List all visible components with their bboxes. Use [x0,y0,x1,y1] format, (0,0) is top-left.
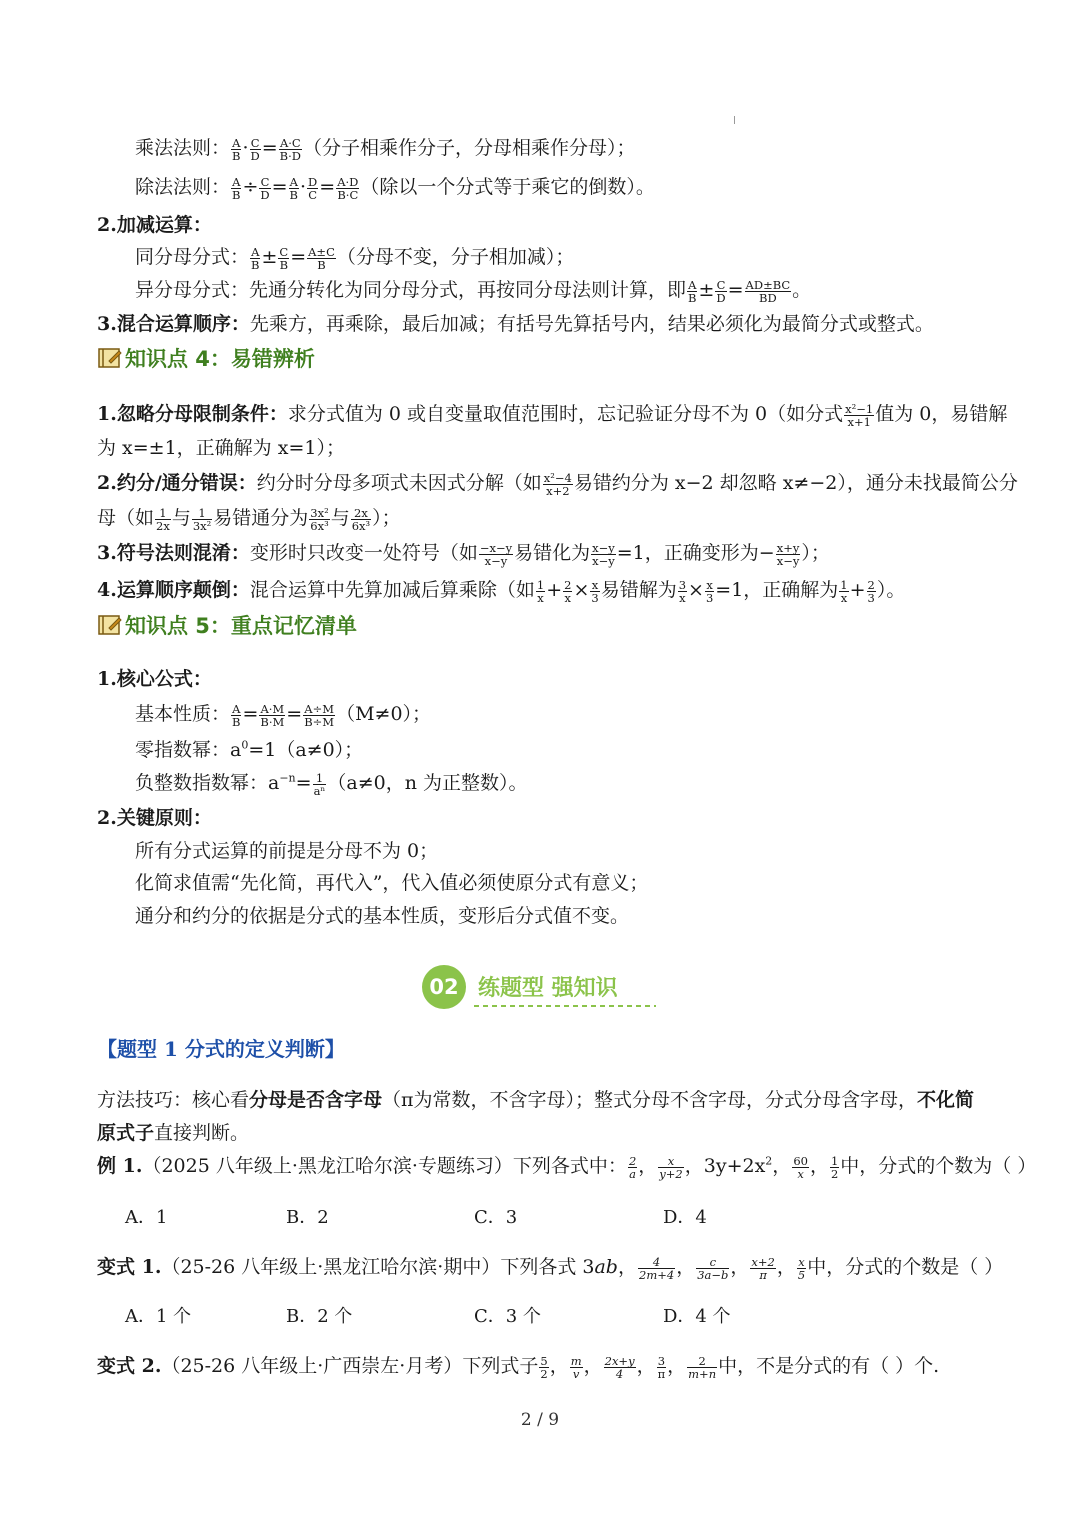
example1-mid: 3y+2x [703,1155,766,1177]
add-sub-title: 2.加减运算： [97,214,212,236]
error3-line: 3.符号法则混淆：变形时只改变一处符号（如 $\frac{-x-y}{x-y}$ 易错化为 $\frac{x-y}{x-y}$ =1，正确变形为− $\frac{x+y}{x-y}$ ）； [97,540,830,568]
mixed-text: 先乘方，再乘除，最后加减；有括号先算括号内，结果必须化为最简分式或整式。 [249,313,934,335]
diff-text: 异分母分式：先通分转化为同分母分式，再按同分母法则计算，即 [135,279,687,301]
error1-text-b: 值为 0，易错解 [875,403,1008,425]
method-line-a [97,1087,974,1113]
error2-text-c: 母（如 [97,507,155,529]
variant2-source: （25-26 八年级上·广西崇左·月考）下列式子 [161,1355,539,1377]
variant1-ab: ab [594,1256,618,1278]
same-denominator-line: 同分母分式： $\frac{A}{B}$ ± $\frac{C}{B}$ = $\frac{A\pm C}{B}$ （分母不变，分子相加减）； [135,244,575,272]
notebook-icon [97,614,123,636]
kp5-title: 知识点 5：重点记忆清单 [125,614,357,638]
example1-tail: 中，分式的个数为（ ） [840,1155,1037,1177]
div-note: （除以一个分式等于乘它的倒数）。 [360,176,655,198]
kp4-title: 知识点 4：易错辨析 [125,347,315,371]
variant1-option-c[interactable]: C．3 个 [474,1306,541,1327]
example1-option-d[interactable]: D．4 [663,1207,707,1228]
error4-title: 4.运算顺序颠倒： [97,579,250,601]
method-f: 直接判断。 [154,1122,250,1144]
variant1-question: 变式 1.（25-26 八年级上·黑龙江哈尔滨·期中）下列各式 3ab， $\frac{4}{2m+4}$ ， $\frac{c}{3a-b}$ ， $\frac{x+2}{\pi}$ ， $\frac{x}{5}$ 中，分式的个数是（ ） [97,1254,1004,1282]
variant1-option-b[interactable]: B．2 个 [286,1306,353,1327]
error4-text-a: 混合运算中先算加减后算乘除（如 [249,579,535,601]
variant1-option-a[interactable]: A．1 个 [125,1306,192,1327]
error4-text-d: ）。 [876,579,906,601]
error2-title: 2.约分/通分错误： [97,472,257,494]
error2-text-a: 约分时分母多项式未因式分解（如 [256,472,542,494]
variant1-option-d[interactable]: D．4 个 [663,1306,731,1327]
banner-text: 练题型 强知识 [478,976,618,1001]
error1-line-a: 1.忽略分母限制条件：求分式值为 0 或自变量取值范围时，忘记验证分母不为 0（如分式 $\frac{\text{x²−1}}{x+1}$ 值为 0，易错解 [97,401,1008,429]
method-d: 不化简 [917,1089,975,1111]
example1-option-c[interactable]: C．3 [474,1207,518,1228]
zero-text: 零指数幂：a [135,739,242,761]
example1-label: 例 1. [97,1155,143,1177]
error2-text-e: 易错通分为 [213,507,309,529]
example1-option-a[interactable]: A．1 [125,1207,168,1228]
principle-1: 所有分式运算的前提是分母不为 0； [135,840,439,862]
page-number: 2 / 9 [520,1410,560,1430]
error4-text-c: =1，正确解为 [715,579,839,601]
page-mark [734,116,735,124]
mul-note: （分子相乘作分子，分母相乘作分母）； [303,137,636,159]
mixed-order-line [97,311,934,337]
div-rule-line: 除法法则： $\frac{A}{B}$ ÷ $\frac{C}{D}$ = $\frac{A}{B}$ · $\frac{D}{C}$ = $\frac{A\cdot D}{B\cdot C}$ （除以一个分式等于乘它的倒数）。 [135,174,655,202]
key-principle-title: 2.关键原则： [97,807,212,829]
error2-line-a: 2.约分/通分错误：约分时分母多项式未因式分解（如 $\frac{\text{x²−4}}{x+2}$ 易错约分为 x−2 却忽略 x≠−2），通分未找最简公分 [97,470,1018,498]
neg-exp: −n [279,771,296,785]
error3-text-b: 易错化为 [514,542,591,564]
variant1-tail: 中，分式的个数是（ ） [807,1256,1004,1278]
method-c: （π为常数，不含字母）；整式分母不含字母，分式分母含字母， [382,1089,918,1111]
same-note: （分母不变，分子相加减）； [336,246,575,268]
error3-title: 3.符号法则混淆： [97,542,250,564]
error3-text-c: =1，正确变形为− [616,542,775,564]
zero-rest: =1（a≠0）； [248,739,364,761]
mul-rule-line: 乘法法则： $\frac{A}{B}$ · $\frac{C}{D}$ = $\frac{A\cdot C}{B\cdot D}$ （分子相乘作分子，分母相乘作分母）； [135,135,636,163]
neg-text-b: = [295,772,312,794]
same-label: 同分母分式： [135,246,250,268]
method-a: 方法技巧：核心看 [97,1089,250,1111]
principle-3: 通分和约分的依据是分式的基本性质，变形后分式值不变。 [135,905,630,927]
error1-line-b: 为 x=±1，正确解为 x=1）； [97,437,345,459]
notebook-icon [97,347,123,369]
kp5-heading [97,610,357,640]
mul-label: 乘法法则： [135,137,231,159]
method-e: 原式子 [97,1122,155,1144]
basic-note: （M≠0）； [336,703,432,725]
neg-text-a: 负整数指数幂：a [135,772,280,794]
error3-text-a: 变形时只改变一处符号（如 [249,542,478,564]
error1-text-a: 求分式值为 0 或自变量取值范围时，忘记验证分母不为 0（如分式 [287,403,844,425]
basic-property-line: 基本性质： $\frac{A}{B}$ = $\frac{A\cdot M}{B\cdot M}$ = $\frac{A\div M}{B\div M}$ （M≠0）； [135,701,432,729]
mixed-title: 3.混合运算顺序： [97,313,250,335]
variant2-tail: 中，不是分式的有（ ）个. [718,1355,940,1377]
error3-text-d: ）； [801,542,830,564]
error2-line-b: 母（如 $\frac{1}{2x}$ 与 $\frac{1}{\text{3x²}}$ 易错通分为 $\frac{\text{3x²}}{\text{6x³}}$ 与 $\frac{2x}{\text{6x³}}$ ）； [97,505,401,533]
variant2-label: 变式 2. [97,1355,162,1377]
section-banner [416,962,661,1012]
type1-title: 【题型 1 分式的定义判断】 [97,1037,345,1061]
error4-line: 4.运算顺序颠倒：混合运算中先算加减后算乘除（如 $\frac{1}{x}$ + $\frac{2}{x}$ × $\frac{x}{3}$ 易错解为 $\frac{3}{x}$ × $\frac{x}{3}$ =1，正确解为 $\frac{1}{x}$ + $\frac{2}{3}$ ）。 [97,577,906,605]
error2-text-g: ）； [372,507,401,529]
example1-option-b[interactable]: B．2 [286,1207,329,1228]
basic-label: 基本性质： [135,703,231,725]
negative-exponent-line: 负整数指数幂：$a^{-n}=$ $\frac{1}{\text{aⁿ}}$ （a≠0，n 为正整数）。 [135,770,528,798]
neg-note: （a≠0，n 为正整数）。 [327,772,528,794]
principle-2: 化简求值需“先化简，再代入”，代入值必须使原分式有意义； [135,872,649,894]
kp4-heading [97,343,315,373]
variant2-question: 变式 2.（25-26 八年级上·广西崇左·月考）下列式子 $\frac{5}{2}$ ， $\frac{m}{v}$ ， $\frac{2x+y}{4}$ ， $\frac{3}{\pi}$ ， $\frac{2}{m+n}$ 中，不是分式的有（ ）个. [97,1353,940,1381]
diff-denominator-line: 异分母分式：先通分转化为同分母分式，再按同分母法则计算，即 $\frac{A}{B}$ ± $\frac{C}{D}$ = $\frac{AD\pm BC}{BD}$ 。 [135,277,812,305]
error2-text-b: 易错约分为 x−2 却忽略 x≠−2），通分未找最简公分 [573,472,1018,494]
zero-exponent-line [135,737,363,763]
method-line-b [97,1120,249,1146]
variant1-label: 变式 1. [97,1256,162,1278]
error4-text-b: 易错解为 [600,579,677,601]
core-formula-title: 1.核心公式： [97,668,212,690]
variant1-source: （25-26 八年级上·黑龙江哈尔滨·期中）下列各式 3 [161,1256,595,1278]
error2-text-f: 与 [330,507,350,529]
method-b: 分母是否含字母 [249,1089,383,1111]
div-label: 除法法则： [135,176,231,198]
zero-exp: 0 [241,738,249,752]
error2-text-d: 与 [171,507,191,529]
example1-question: 例 1.（2025 八年级上·黑龙江哈尔滨·专题练习）下列各式中： $\frac{2}{a}$ ， $\frac{x}{y+2}$ ，$3y+2x^2$， $\frac{60}{x}$ ， $\frac{1}{2}$ 中，分式的个数为（ ） [97,1153,1037,1181]
banner-number: 02 [429,975,459,999]
example1-source: （2025 八年级上·黑龙江哈尔滨·专题练习）下列各式中： [142,1155,627,1177]
error1-title: 1.忽略分母限制条件： [97,403,288,425]
